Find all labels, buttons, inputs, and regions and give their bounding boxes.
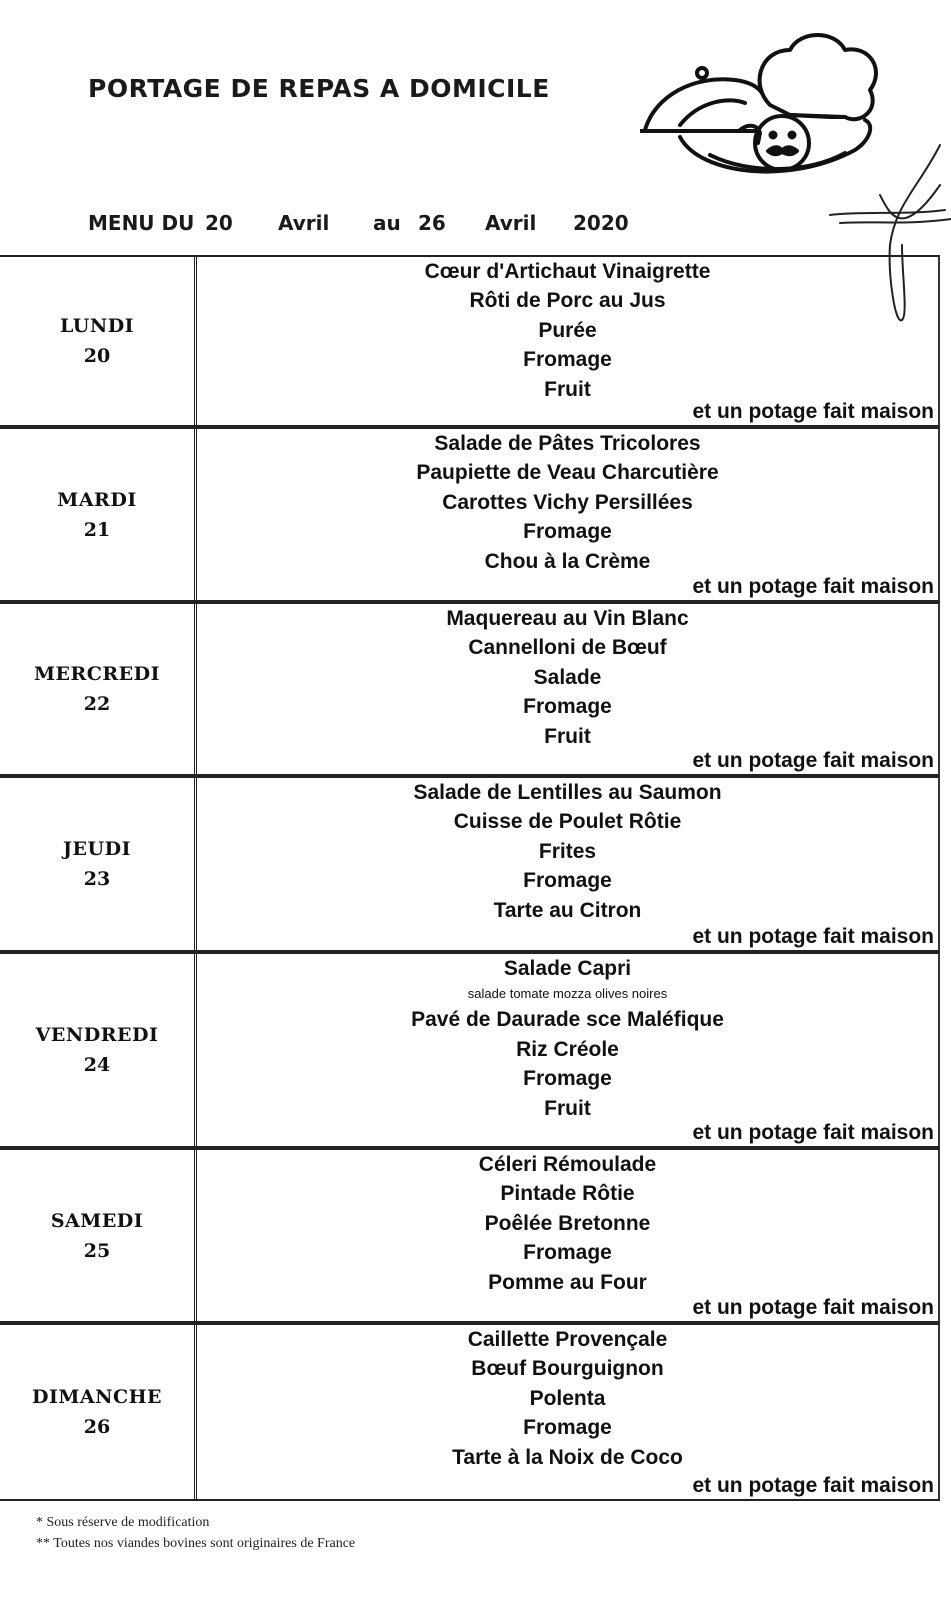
dish-cell bbox=[197, 954, 938, 1146]
starter: Salade de Lentilles au Saumon bbox=[413, 781, 722, 804]
main-course: Rôti de Porc au Jus bbox=[469, 289, 666, 313]
day-cell bbox=[0, 1325, 197, 1499]
side-dish: Polenta bbox=[529, 1386, 606, 1410]
dessert: Tarte à la Noix de Coco bbox=[452, 1445, 683, 1469]
day-row-vendredi bbox=[0, 952, 940, 1148]
day-cell bbox=[0, 257, 197, 425]
dish-list bbox=[197, 257, 938, 404]
main-course: Cuisse de Poulet Rôtie bbox=[453, 810, 682, 834]
dish-list bbox=[197, 1325, 938, 1472]
day-name: LUNDI bbox=[59, 315, 135, 337]
day-number: 25 bbox=[83, 1239, 111, 1262]
side-dish: Carottes Vichy Persillées bbox=[442, 490, 693, 514]
dish-cell bbox=[197, 257, 938, 425]
dish-list bbox=[197, 778, 938, 925]
dish-list bbox=[197, 429, 938, 576]
start-day: 20 bbox=[205, 211, 233, 235]
day-row-mercredi bbox=[0, 602, 940, 776]
day-row-jeudi bbox=[0, 776, 940, 952]
menu-label: MENU DU bbox=[88, 211, 195, 235]
main-course: Paupiette de Veau Charcutière bbox=[416, 461, 719, 485]
dessert: Tarte au Citron bbox=[493, 898, 642, 922]
side-dish: Riz Créole bbox=[516, 1037, 619, 1061]
dish-list bbox=[197, 1150, 938, 1297]
dish-cell bbox=[197, 604, 938, 774]
main-course: Bœuf Bourguignon bbox=[471, 1357, 664, 1381]
cheese: Fromage bbox=[523, 1067, 612, 1091]
dessert: Fruit bbox=[544, 724, 591, 748]
side-dish: Salade bbox=[533, 665, 602, 689]
main-course: Cannelloni de Bœuf bbox=[468, 636, 667, 660]
dessert: Fruit bbox=[544, 377, 591, 401]
day-row-mardi bbox=[0, 427, 940, 602]
cheese: Fromage bbox=[523, 520, 612, 544]
dessert: Chou à la Crème bbox=[484, 549, 651, 573]
day-row-dimanche bbox=[0, 1323, 940, 1501]
day-name: VENDREDI bbox=[35, 1024, 159, 1046]
cheese: Fromage bbox=[523, 1416, 612, 1440]
day-name: MERCREDI bbox=[33, 663, 161, 685]
soup-note: et un potage fait maison bbox=[692, 1474, 934, 1497]
day-number: 24 bbox=[83, 1054, 111, 1076]
end-month: Avril bbox=[485, 211, 537, 235]
starter: Cœur d'Artichaut Vinaigrette bbox=[424, 260, 711, 283]
day-cell bbox=[0, 429, 197, 600]
to-word: au bbox=[373, 211, 401, 235]
day-cell bbox=[0, 1150, 197, 1321]
dish-list bbox=[197, 604, 938, 751]
soup-note: et un potage fait maison bbox=[692, 575, 934, 598]
day-name: JEUDI bbox=[63, 838, 131, 860]
starter-description: salade tomate mozza olives noires bbox=[467, 986, 668, 1002]
day-number: 23 bbox=[83, 868, 111, 890]
cheese: Fromage bbox=[523, 695, 612, 719]
footnote-modification: * Sous réserve de modification bbox=[36, 1515, 210, 1530]
day-cell bbox=[0, 604, 197, 774]
dessert: Fruit bbox=[544, 1096, 591, 1120]
side-dish: Poêlée Bretonne bbox=[484, 1211, 651, 1235]
dish-cell bbox=[197, 429, 938, 600]
day-row-samedi bbox=[0, 1148, 940, 1323]
main-course: Pintade Rôtie bbox=[500, 1182, 635, 1206]
year: 2020 bbox=[573, 211, 629, 235]
starter: Caillette Provençale bbox=[467, 1328, 668, 1351]
side-dish: Frites bbox=[538, 839, 597, 863]
day-name: SAMEDI bbox=[50, 1209, 144, 1232]
start-month: Avril bbox=[278, 211, 330, 235]
day-number: 20 bbox=[83, 345, 111, 367]
soup-note: et un potage fait maison bbox=[692, 925, 934, 948]
cheese: Fromage bbox=[523, 869, 612, 893]
dish-cell bbox=[197, 1325, 938, 1499]
soup-note: et un potage fait maison bbox=[692, 400, 934, 423]
cheese: Fromage bbox=[523, 348, 612, 372]
day-number: 21 bbox=[83, 518, 111, 541]
day-number: 26 bbox=[83, 1416, 111, 1438]
starter: Salade de Pâtes Tricolores bbox=[434, 432, 701, 455]
end-day: 26 bbox=[418, 211, 446, 235]
page-title: PORTAGE DE REPAS A DOMICILE bbox=[88, 74, 550, 103]
starter: Céleri Rémoulade bbox=[478, 1153, 657, 1176]
soup-note: et un potage fait maison bbox=[692, 749, 934, 772]
starter: Salade Capri bbox=[503, 957, 632, 980]
dish-cell bbox=[197, 778, 938, 950]
footnotes bbox=[36, 1512, 355, 1554]
starter: Maquereau au Vin Blanc bbox=[446, 607, 689, 630]
cheese: Fromage bbox=[523, 1241, 612, 1265]
day-name: MARDI bbox=[57, 488, 137, 511]
day-number: 22 bbox=[83, 693, 111, 715]
soup-note: et un potage fait maison bbox=[692, 1296, 934, 1319]
footnote-beef-origin: ** Toutes nos viandes bovines sont originaires de France bbox=[36, 1536, 356, 1551]
soup-note: et un potage fait maison bbox=[692, 1121, 934, 1144]
dish-list bbox=[197, 954, 938, 1123]
day-row-lundi bbox=[0, 255, 940, 427]
dessert: Pomme au Four bbox=[488, 1270, 647, 1294]
main-course: Pavé de Daurade sce Maléfique bbox=[411, 1008, 724, 1032]
day-cell bbox=[0, 778, 197, 950]
day-name: DIMANCHE bbox=[31, 1386, 163, 1408]
day-cell bbox=[0, 954, 197, 1146]
dish-cell bbox=[197, 1150, 938, 1321]
side-dish: Purée bbox=[538, 318, 597, 342]
